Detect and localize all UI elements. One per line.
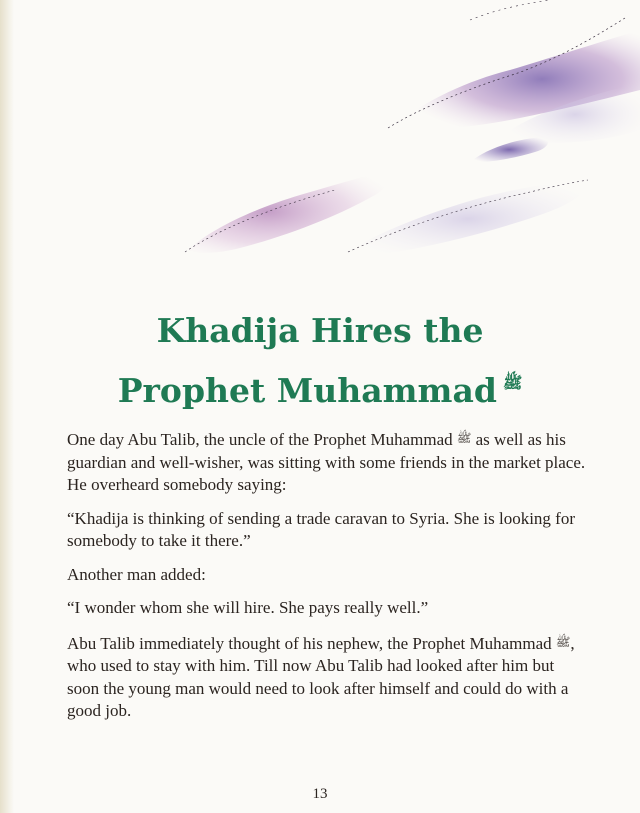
story-text: [67, 427, 587, 734]
cloud-lower-right: [348, 180, 588, 256]
cloud-small-purple: [470, 137, 548, 162]
chapter-title-line-1: Khadija Hires the: [156, 311, 484, 350]
paragraph-5: [67, 631, 587, 723]
paragraph-4: “I wonder whom she will hire. She pays really well.”: [67, 598, 429, 617]
paragraph-1: [67, 427, 587, 497]
paragraph-5-before: Abu Talib immediately thought of his nephew, the Prophet Muhammad: [67, 633, 552, 653]
honorific-inline: ﷺ: [555, 634, 571, 649]
watercolor-clouds-illustration: [170, 0, 640, 270]
chapter-title-line-2-text: Prophet Muhammad: [117, 371, 497, 410]
paragraph-5-after: , who used to stay with him. Till now Abu Talib had looked after him but soon the young man would need to look after himself and could do with a good job.: [67, 633, 575, 720]
paragraph-1-before: One day Abu Talib, the uncle of the Prophet Muhammad: [67, 430, 453, 449]
page-number: 13: [312, 786, 328, 802]
paragraph-2: “Khadija is thinking of sending a trade caravan to Syria. She is looking for somebody to take it there.”: [67, 508, 575, 550]
chapter-title-line-2: [0, 357, 640, 417]
honorific-symbol: ﷺ: [502, 373, 523, 392]
chapter-title: [0, 305, 640, 417]
paragraph-3: Another man added:: [67, 564, 206, 584]
paragraph-1-after: as well as his guardian and well-wisher, was sitting with some friends in the market place. He overheard somebody saying:: [67, 430, 586, 494]
cloud-lower-left: [185, 170, 391, 253]
honorific-inline: ﷺ: [456, 431, 472, 445]
